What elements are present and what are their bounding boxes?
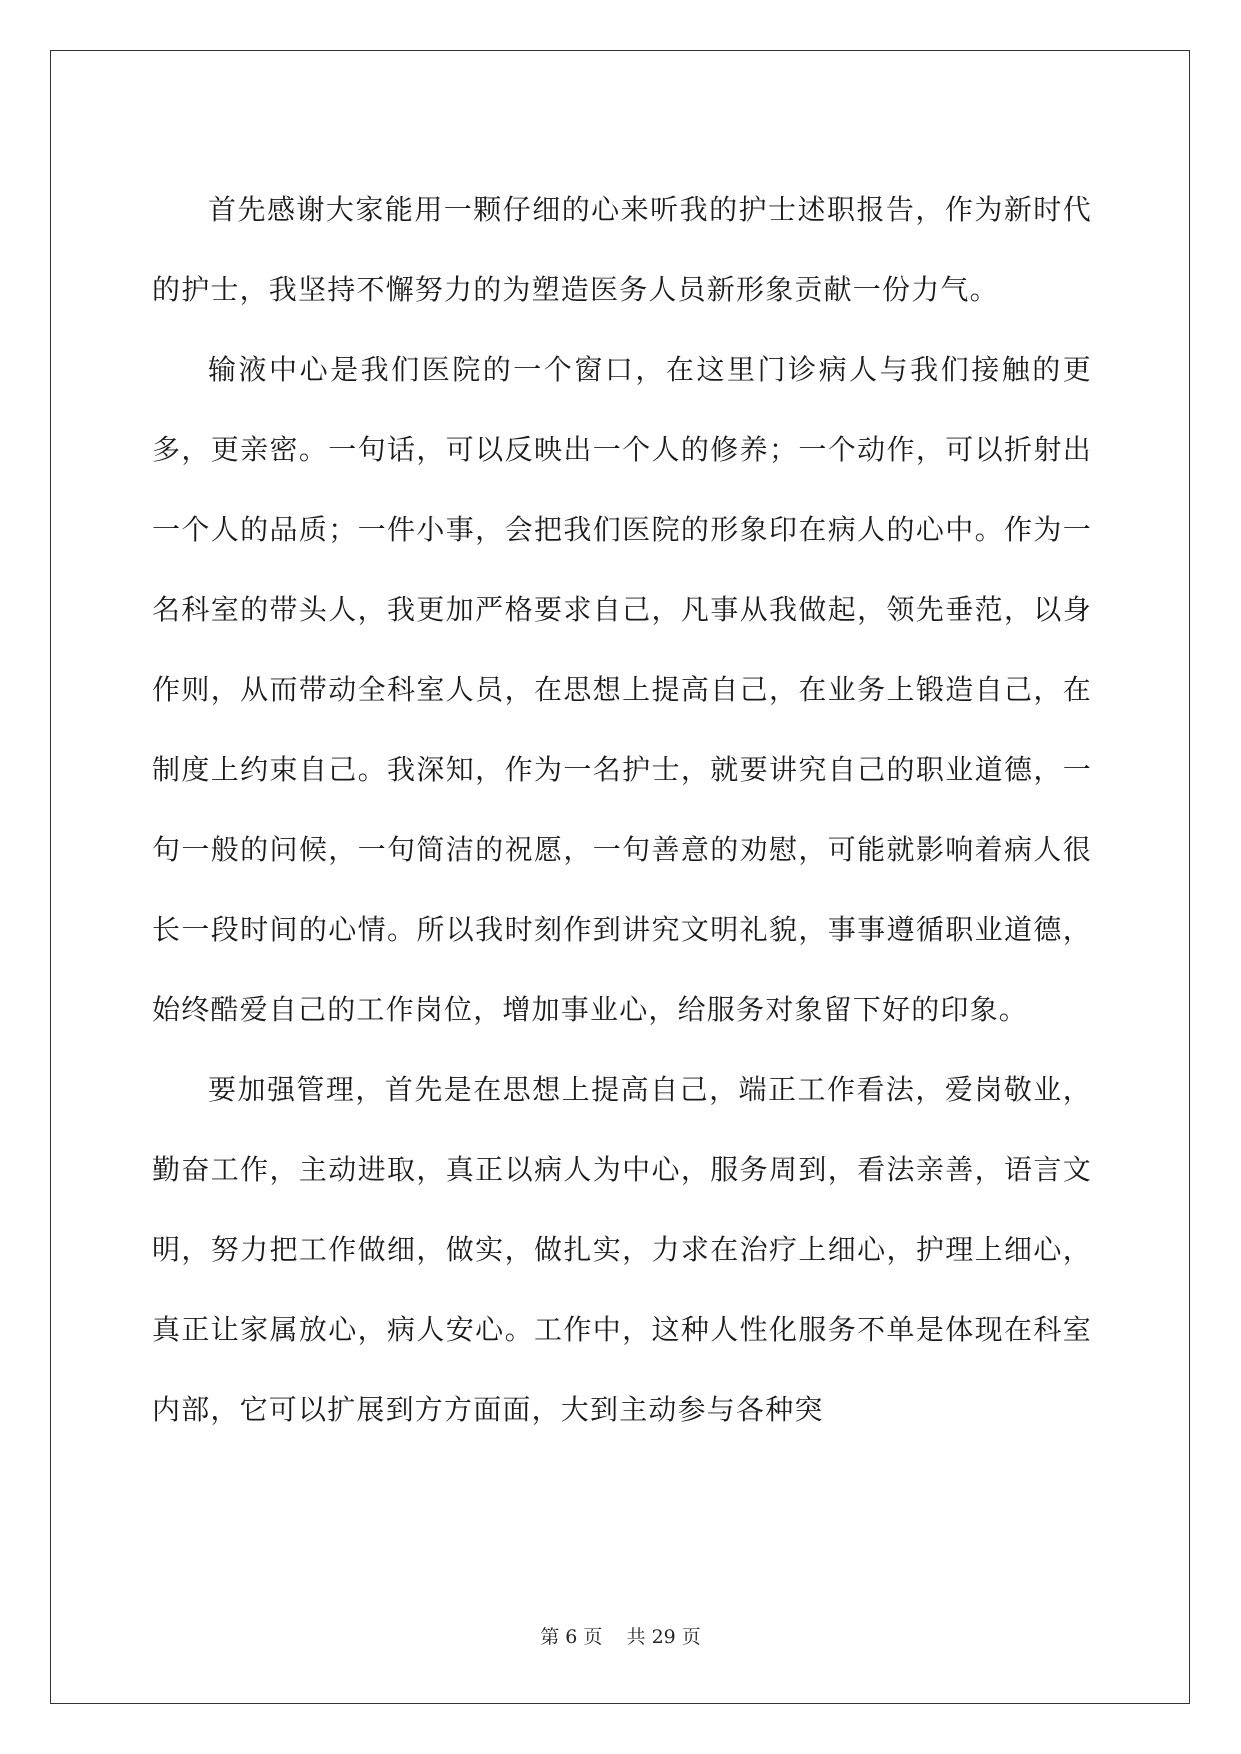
page-number-footer: 第 6 页 共 29 页 <box>540 1626 701 1648</box>
document-body <box>152 170 1092 1450</box>
paragraph-3: 要加强管理，首先是在思想上提高自己，端正工作看法，爱岗敬业，勤奋工作，主动进取，真正以病人为中心，服务周到，看法亲善，语言文明，努力把工作做细，做实，做扎实，力求在治疗上细心，护理上细心，真正让家属放心，病人安心。工作中，这种人性化服务不单是体现在科室内部，它可以扩展到方方面面，大到主动参与各种突 <box>152 1073 1092 1426</box>
paragraph-1: 首先感谢大家能用一颗仔细的心来听我的护士述职报告，作为新时代的护士，我坚持不懈努力的为塑造医务人员新形象贡献一份力气。 <box>152 193 1092 306</box>
paragraph-2: 输液中心是我们医院的一个窗口，在这里门诊病人与我们接触的更多，更亲密。一句话，可以反映出一个人的修养；一个动作，可以折射出一个人的品质；一件小事，会把我们医院的形象印在病人的心中。作为一名科室的带头人，我更加严格要求自己，凡事从我做起，领先垂范，以身作则，从而带动全科室人员，在思想上提高自己，在业务上锻造自己，在制度上约束自己。我深知，作为一名护士，就要讲究自己的职业道德，一句一般的问候，一句简洁的祝愿，一句善意的劝慰，可能就影响着病人很长一段时间的心情。所以我时刻作到讲究文明礼貌，事事遵循职业道德，始终酷爱自己的工作岗位，增加事业心，给服务对象留下好的印象。 <box>152 353 1092 1026</box>
